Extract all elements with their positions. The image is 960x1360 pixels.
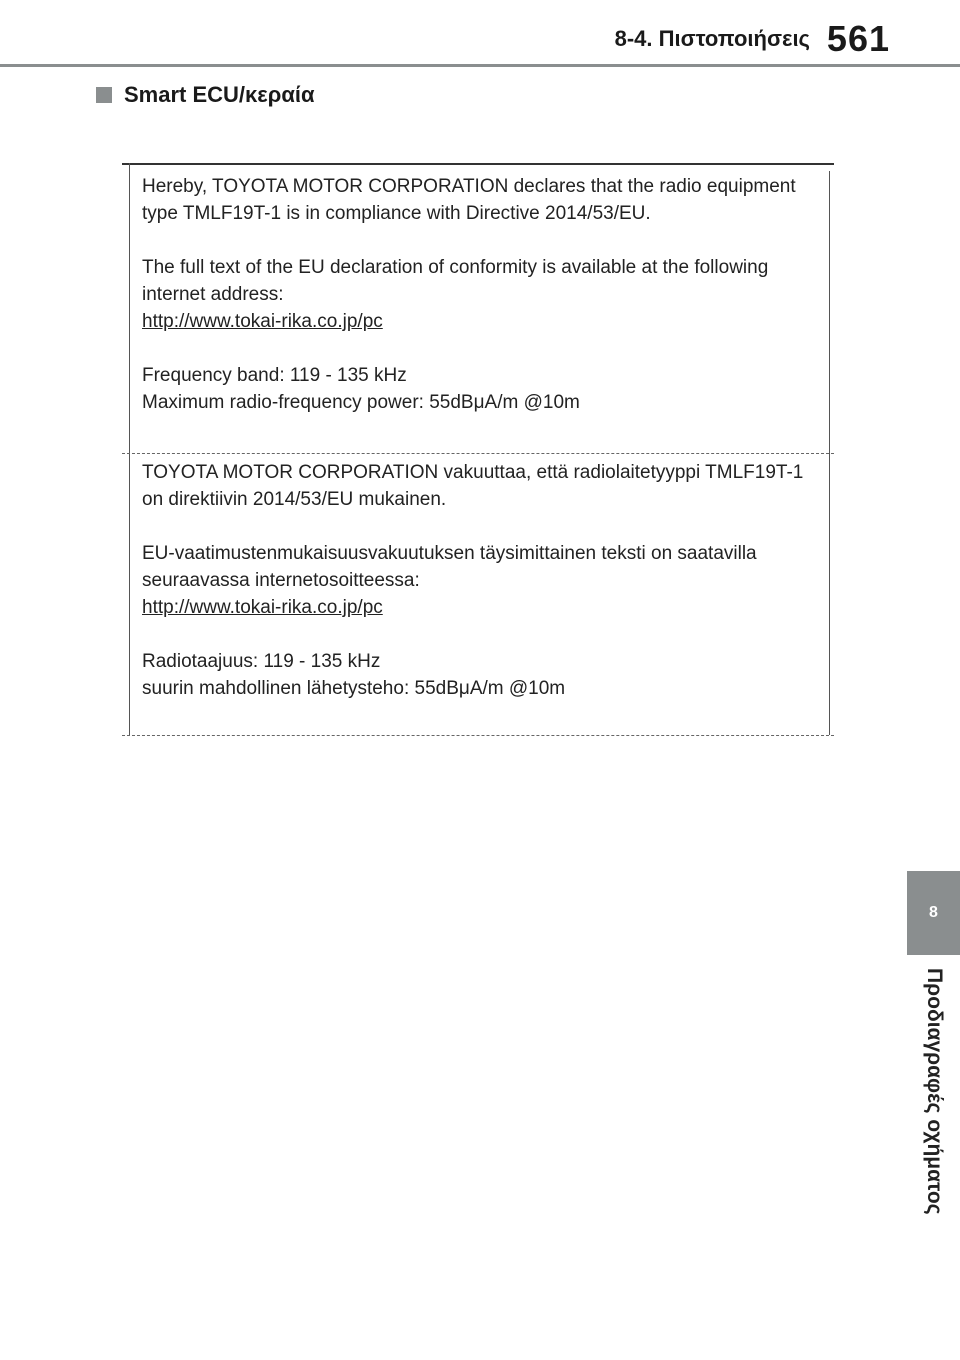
english-url-link[interactable]: http://www.tokai-rika.co.jp/pc bbox=[142, 311, 383, 332]
page-number: 561 bbox=[826, 18, 890, 59]
declaration-bottom-border bbox=[122, 735, 834, 736]
declaration-finnish bbox=[142, 459, 822, 702]
english-frequency-band: Frequency band: 119 - 135 kHz bbox=[142, 365, 407, 386]
header-divider bbox=[0, 64, 960, 67]
english-availability-text: The full text of the EU declaration of conformity is available at the following internet address: bbox=[142, 257, 769, 305]
chapter-label: Προδιαγραφές οχήματος bbox=[923, 968, 946, 1215]
section-heading bbox=[96, 82, 315, 108]
finnish-availability-text: EU-vaatimustenmukaisuusvakuutuksen täysimittainen teksti on saatavilla seuraavassa internetosoitteessa: bbox=[142, 543, 757, 591]
declaration-image bbox=[122, 163, 834, 737]
declaration-divider bbox=[122, 453, 834, 454]
finnish-url-link[interactable]: http://www.tokai-rika.co.jp/pc bbox=[142, 597, 383, 618]
declaration-english bbox=[142, 173, 822, 416]
declaration-left-border bbox=[129, 163, 130, 735]
finnish-max-power: suurin mahdollinen lähetysteho: 55dBμA/m @10m bbox=[142, 678, 566, 699]
chapter-tab[interactable] bbox=[907, 871, 960, 955]
declaration-top-border bbox=[122, 163, 834, 165]
page-header bbox=[0, 0, 960, 66]
section-title: 8-4. Πιστοποιήσεις bbox=[614, 26, 810, 51]
english-max-power: Maximum radio-frequency power: 55dBμA/m @10m bbox=[142, 392, 580, 413]
finnish-declaration-statement: TOYOTA MOTOR CORPORATION vakuuttaa, että radiolaitetyyppi TMLF19T-1 on direktiivin 2014/53/EU mukainen. bbox=[142, 462, 804, 510]
finnish-frequency-band: Radiotaajuus: 119 - 135 kHz bbox=[142, 651, 381, 672]
chapter-number: 8 bbox=[929, 904, 938, 921]
square-bullet-icon bbox=[96, 87, 112, 103]
section-heading-text: Smart ECU/κεραία bbox=[124, 82, 315, 107]
english-declaration-statement: Hereby, TOYOTA MOTOR CORPORATION declares that the radio equipment type TMLF19T-1 is in compliance with Directive 2014/53/EU. bbox=[142, 176, 796, 224]
